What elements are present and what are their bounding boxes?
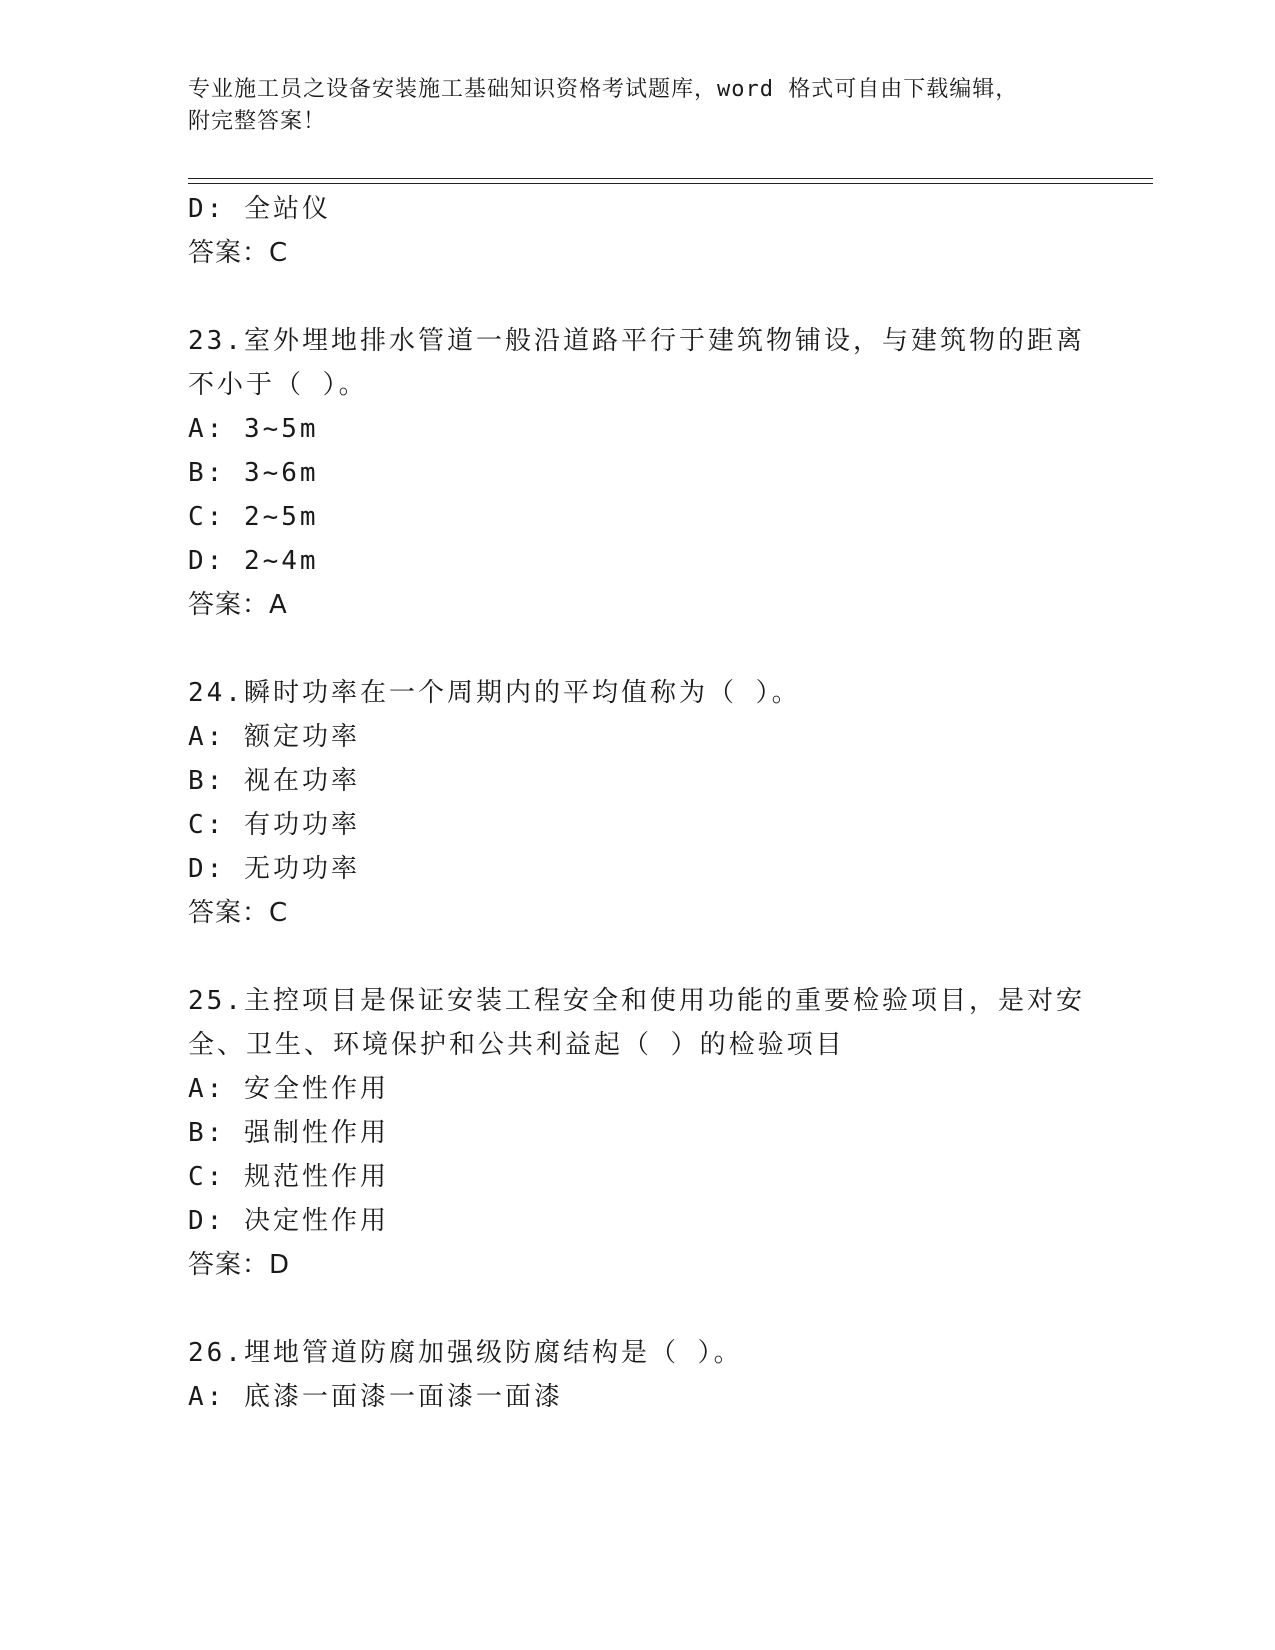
q25-option-d: D: 决定性作用 (188, 1206, 389, 1236)
header-line-2: 附完整答案！ (188, 109, 327, 134)
document-header (188, 74, 1068, 138)
q23-stem-line-1: 23.室外埋地排水管道一般沿道路平行于建筑物铺设，与建筑物的距离 (188, 326, 1085, 356)
q25-option-b: B: 强制性作用 (188, 1118, 389, 1148)
q24-option-b: B: 视在功率 (188, 766, 360, 796)
q25-option-a: A: 安全性作用 (188, 1074, 389, 1104)
q25-stem-line-2: 全、卫生、环境保护和公共利益起（ ）的检验项目 (188, 1030, 845, 1060)
q23-option-b: B: 3~6m (188, 458, 319, 488)
q23-answer: 答案：A (188, 590, 288, 620)
q25-option-c: C: 规范性作用 (188, 1162, 389, 1192)
q24-option-c: C: 有功功率 (188, 810, 360, 840)
q23-option-a: A: 3~5m (188, 414, 319, 444)
header-rule-top (188, 178, 1153, 179)
q24-option-a: A: 额定功率 (188, 722, 360, 752)
prev-answer: 答案：C (188, 238, 289, 268)
q26-option-a: A: 底漆一面漆一面漆一面漆 (188, 1382, 563, 1412)
header-line-1: 专业施工员之设备安装施工基础知识资格考试题库，word 格式可自由下载编辑， (188, 77, 1019, 102)
q24-answer: 答案：C (188, 898, 289, 928)
q25-answer: 答案：D (188, 1250, 291, 1280)
q24-option-d: D: 无功功率 (188, 854, 360, 884)
q26-stem-line-1: 26.埋地管道防腐加强级防腐结构是（ ）。 (188, 1338, 743, 1368)
prev-option-d: D: 全站仪 (188, 194, 331, 224)
header-rule-bottom (188, 183, 1153, 184)
q25-stem-line-1: 25.主控项目是保证安装工程安全和使用功能的重要检验项目，是对安 (188, 986, 1085, 1016)
q23-option-c: C: 2~5m (188, 502, 319, 532)
q23-stem-line-2: 不小于（ ）。 (188, 370, 368, 400)
q23-option-d: D: 2~4m (188, 546, 319, 576)
q24-stem-line-1: 24.瞬时功率在一个周期内的平均值称为（ ）。 (188, 678, 801, 708)
